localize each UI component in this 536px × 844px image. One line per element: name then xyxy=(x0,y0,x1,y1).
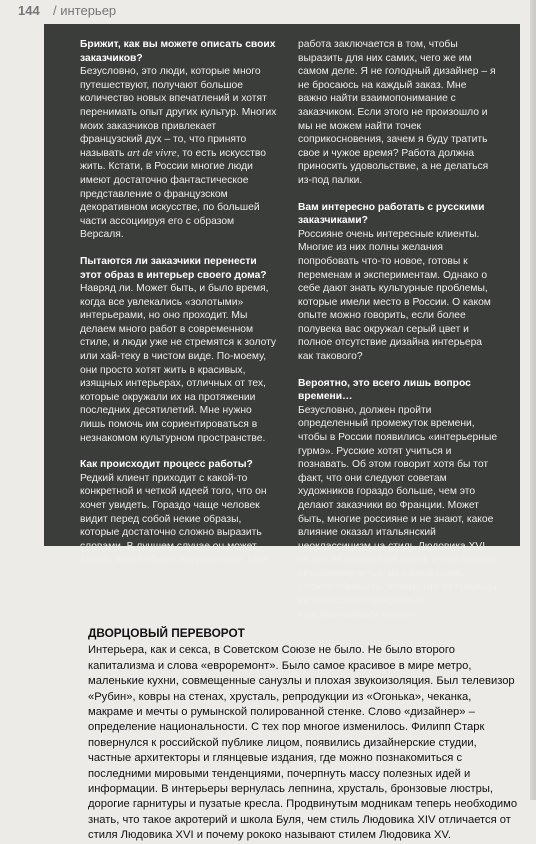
answer xyxy=(80,65,280,242)
answer: Редкий клиент приходит с какой-то конкретной и четкой идеей того, что он хочет увидеть. Гораздо чаще человек видит перед собой некие образы, которые достаточно сложно выразить словами. В лучшем случае он может задать некое общее направление. Моя xyxy=(80,472,268,566)
qa-block xyxy=(80,255,280,445)
answer: работа заключается в том, чтобы выразить для них самих, чего же им самом деле. Я не голодный дизайнер – я не бросаюсь на каждый заказ. Мне важно найти взаимопонимание с заказчиком. Если этого не произошло и мы не можем найти точек соприкосновения, зачем я буду тратить свое и чужое время? Работа должна приносить удовольствие, а не делаться из-под палки. xyxy=(298,39,496,186)
question: Как происходит процесс работы? xyxy=(80,459,253,471)
page-header xyxy=(0,0,536,24)
sidebar-article xyxy=(88,626,518,844)
answer: Россияне очень интересные клиенты. Многие из них полны желания попробовать что-то новое, готовы к переменам и экспериментам. Однако о себе дают знать культурные проблемы, которые имели место в России. О каком опыте можно говорить, если более полувека вас окружал серый цвет и полное отсутствие дизайна интерьера как такового? xyxy=(298,228,491,363)
answer: Безусловно, должен пройти определенный промежуток времени, чтобы в России появились «интерьерные гурмэ». Русские хотят учиться и познавать. Об этом говорит хотя бы тот факт, что они следуют советам художников гораздо больше, чем это делают заказчики во Франции. Может быть, многие россияне и не знают, какое влияние оказал итальянский неоклассицизм на стиль Людовика XVI, но это не мешает им иметь очень верное внутреннее чутье: их взгляд очень сложно обмануть, потому что от природы вы обладаете прекрасным художественным вкусом. xyxy=(298,404,498,620)
page-number: 144 xyxy=(18,3,40,18)
answer-text: Безусловно, это люди, которые много путешествуют, получают большое количество новых впечатлений и хотят перенимать опыт других культур. Многих моих заказчиков привлекает французский дух – то, что принято называть xyxy=(80,66,277,159)
answer: Навряд ли. Может быть, и было время, когда все увлекались «золотыми» интерьерами, но оно проходит. Мы делаем много работ в современном стиле, и люди уже не стремятся к золоту или хай-теку в чистом виде. По-моему, они просто хотят жить в красивых, изящных интерьерах, отличных от тех, которые окружали их на протяжении последних десятилетий. Мне нужно лишь помочь им сориентироваться в незнакомом культурном пространстве. xyxy=(80,283,277,444)
page-edge-shadow xyxy=(530,0,536,800)
question: Брижит, как вы можете описать своих заказчиков? xyxy=(80,39,276,64)
qa-block xyxy=(298,201,498,364)
qa-block xyxy=(80,38,280,242)
article-body: Интерьера, как и секса, в Советском Союзе не было. Не было второго капитализма и слова «евроремонт». Было самое красивое в мире метро, маленькие кухни, совмещенные санузлы и плохая звукоизоляция. Был телевизор «Рубин», ковры на стенах, хрусталь, репродукции из «Огонька», чеканка, макраме и мечты о румынской полированной стенке. Слово «дизайнер» – определение национальности. С тех пор многое изменилось. Филипп Старк повернулся к российской публике лицом, появились дизайнерские студии, частные архитекторы и глянцевые издания, где можно познакомиться с последними мировыми тенденциями, почерпнуть массу полезных идей и информации. В интерьеры вернулась лепнина, хрусталь, бронзовые люстры, дорогие гарнитуры и пузатые кресла. Продвинутым модникам теперь необходимо знать, что такое акротерий и школа Буля, чем стиль Людовика XIV отличается от стиля Людовика XVI и почему рококо называют стилем Людовика XV. xyxy=(88,644,518,842)
question: Пытаются ли заказчики перенести этот образ в интерьер своего дома? xyxy=(80,255,267,281)
qa-block xyxy=(298,377,498,622)
question: Вероятно, это всего лишь вопрос времени… xyxy=(298,377,471,403)
interview-column-left xyxy=(80,38,280,580)
section-label: / интерьер xyxy=(53,3,117,18)
qa-block xyxy=(298,38,498,188)
qa-block xyxy=(80,458,280,567)
answer-text: , то есть искусство жить. Кстати, в России многие люди имеют достаточно фантастическое представление о французском декоративном искусстве, по большей части ассоциируя его с образом Версаля. xyxy=(80,147,266,241)
answer-italic-phrase: art de vivre xyxy=(127,146,177,159)
interview-panel xyxy=(44,24,520,620)
article-title: ДВОРЦОВЫЙ ПЕРЕВОРОТ xyxy=(88,626,245,640)
question: Вам интересно работать с русскими заказчиками? xyxy=(298,201,485,227)
interview-column-right xyxy=(298,38,498,634)
